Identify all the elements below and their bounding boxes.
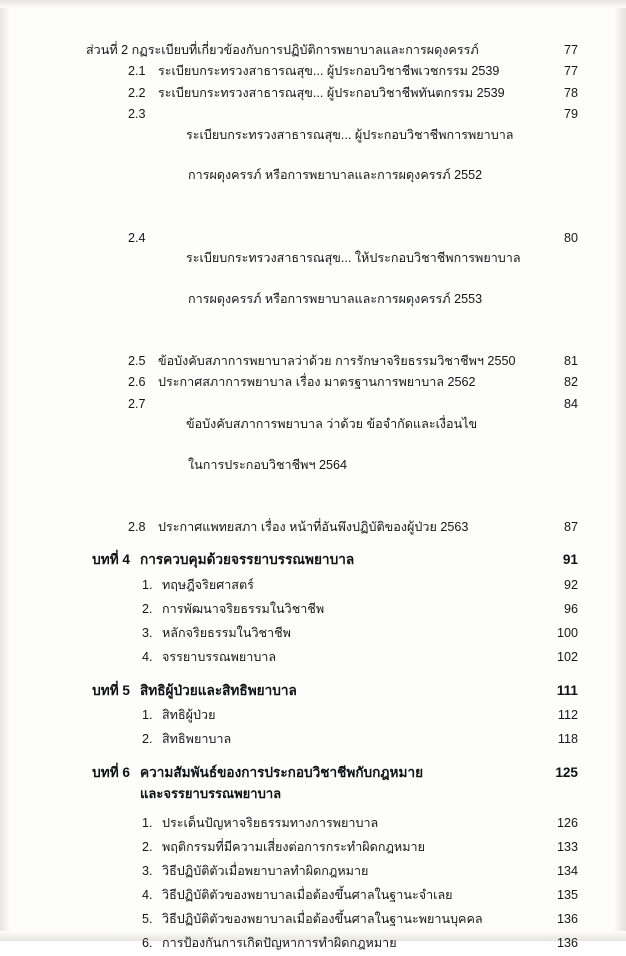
toc-item-text: ประเด็นปัญหาจริยธรรมทางการพยาบาล: [162, 816, 379, 831]
toc-item-page: 100: [556, 625, 578, 640]
toc-item-number: 2.: [142, 732, 153, 747]
toc-entry-text: [158, 394, 544, 516]
toc-chapter-item: [58, 932, 578, 954]
toc-item-page: 92: [563, 577, 578, 592]
toc-entry-line1: ระเบียบกระทรวงสาธารณสุข... ให้ประกอบวิชาชีพการพยาบาล: [186, 250, 521, 265]
page-edge-right: [614, 0, 626, 941]
toc-chapter-item: [58, 598, 578, 620]
toc-item-number: 2.: [142, 840, 153, 855]
toc-entry-number: 2.6: [128, 375, 146, 390]
toc-entry: [58, 372, 578, 392]
page-edge-top: [0, 0, 626, 8]
toc-item-number: 1.: [142, 708, 153, 723]
toc-chapter-title-line1: ความสัมพันธ์ของการประกอบวิชาชีพกับกฎหมาย: [140, 765, 424, 781]
toc-entry-page: 80: [563, 230, 578, 245]
toc-item-number: 3.: [142, 625, 153, 640]
toc-item-page: 96: [563, 601, 578, 616]
toc-entry-page: 79: [563, 107, 578, 122]
toc-entry-text: ข้อบังคับสภาการพยาบาลว่าด้วย การรักษาจริยธรรมวิชาชีพฯ 2550: [158, 353, 516, 368]
toc-item-page: 136: [556, 912, 578, 927]
toc-item-page: 134: [556, 864, 578, 879]
toc-item-number: 1.: [142, 816, 153, 831]
toc-item-text: การพัฒนาจริยธรรมในวิชาชีพ: [162, 601, 325, 616]
toc-entry-page: 84: [563, 396, 578, 411]
toc-chapter-item: [58, 908, 578, 930]
toc-item-number: 6.: [142, 936, 153, 951]
toc-chapter-label: บทที่ 6: [92, 765, 130, 781]
toc-chapter-title-line2: และจรรยาบรรณพยาบาล: [140, 785, 282, 801]
toc-item-page: 133: [556, 840, 578, 855]
toc-chapter-item: [58, 622, 578, 644]
toc-item-number: 3.: [142, 864, 153, 879]
toc-item-text: วิธีปฏิบัติตัวของพยาบาลเมื่อต้องขึ้นศาลในฐานะจำเลย: [162, 888, 453, 903]
toc-item-page: 102: [556, 649, 578, 664]
toc-chapter-item: [58, 860, 578, 882]
toc-part-heading: [58, 40, 578, 60]
toc-item-page: 135: [556, 888, 578, 903]
toc-part-heading-text: [86, 40, 544, 60]
toc-entry-page: 87: [563, 519, 578, 534]
toc-item-number: 1.: [142, 577, 153, 592]
toc-entry-line2: การผดุงครรภ์ หรือการพยาบาลและการผดุงครรภ์ 2553: [188, 291, 483, 306]
toc-entry-text: ระเบียบกระทรวงสาธารณสุข... ผู้ประกอบวิชาชีพทันตกรรม 2539: [158, 85, 505, 100]
toc-entry-number: 2.7: [128, 396, 146, 411]
toc-entry-page: 82: [563, 375, 578, 390]
toc-chapter-page: 111: [556, 682, 578, 698]
toc-item-page: 112: [557, 708, 578, 723]
toc-item-text: ทฤษฎีจริยศาสตร์: [162, 577, 254, 592]
toc-chapter-heading: [58, 763, 578, 803]
toc-chapter-item: [58, 836, 578, 858]
toc-chapter-page: 125: [555, 765, 578, 781]
toc-chapter-item: [58, 812, 578, 834]
toc-part-page: 77: [563, 43, 578, 57]
toc-entry-text: [158, 228, 544, 350]
toc-entry: [58, 61, 578, 81]
toc-chapter-item: [58, 646, 578, 668]
toc-item-text: สิทธิผู้ป่วย: [162, 708, 216, 723]
toc-item-page: 136: [556, 936, 578, 951]
toc-item-text: หลักจริยธรรมในวิชาชีพ: [162, 625, 291, 640]
toc-chapter-label: บทที่ 5: [92, 682, 130, 698]
toc-chapter-title: การควบคุมด้วยจรรยาบรรณพยาบาล: [140, 552, 355, 568]
toc-chapter-heading: [58, 681, 578, 701]
toc-entry-number: 2.2: [128, 85, 146, 100]
toc-entry-number: 2.5: [128, 353, 146, 368]
toc-content: [58, 40, 578, 956]
toc-chapter-item: [58, 704, 578, 726]
toc-item-text: สิทธิพยาบาล: [162, 732, 232, 747]
toc-entry-text: ระเบียบกระทรวงสาธารณสุข... ผู้ประกอบวิชาชีพเวชกรรม 2539: [158, 64, 500, 79]
toc-entry-line1: ระเบียบกระทรวงสาธารณสุข... ผู้ประกอบวิชาชีพการพยาบาล: [186, 127, 514, 142]
toc-item-page: 126: [556, 816, 578, 831]
toc-entry: [58, 228, 578, 350]
toc-entry-text: [158, 104, 544, 226]
toc-entry-line1: ข้อบังคับสภาการพยาบาล ว่าด้วย ข้อจำกัดและเงื่อนไข: [186, 417, 478, 432]
toc-chapter-title: [140, 763, 544, 803]
toc-entry: [58, 517, 578, 537]
toc-part-title: กฏระเบียบที่เกี่ยวข้องกับการปฏิบัติการพยาบาลและการผดุงครรภ์: [131, 43, 479, 57]
toc-part-label: ส่วนที่ 2: [86, 43, 129, 57]
toc-item-text: วิธีปฏิบัติตัวเมื่อพยาบาลทำผิดกฎหมาย: [162, 864, 369, 879]
toc-item-text: พฤติกรรมที่มีความเสี่ยงต่อการกระทำผิดกฎหมาย: [162, 840, 425, 855]
toc-chapter-page: 91: [562, 552, 578, 568]
toc-item-number: 5.: [142, 912, 153, 927]
toc-chapter-label: บทที่ 4: [92, 552, 130, 568]
toc-item-number: 4.: [142, 888, 153, 903]
toc-entry: [58, 104, 578, 226]
toc-item-number: 2.: [142, 601, 153, 616]
toc-entry-text: ประกาศแพทยสภา เรื่อง หน้าที่อันพึงปฏิบัติของผู้ป่วย 2563: [158, 519, 469, 534]
toc-item-number: 4.: [142, 649, 153, 664]
toc-entry-number: 2.4: [128, 230, 146, 245]
toc-entry-line2: ในการประกอบวิชาชีพฯ 2564: [188, 457, 348, 472]
toc-entry-number: 2.1: [128, 64, 146, 79]
page-edge-left: [0, 0, 10, 941]
toc-entry-number: 2.3: [128, 107, 146, 122]
toc-chapter-item: [58, 574, 578, 596]
toc-entry-page: 77: [563, 64, 578, 79]
toc-entry: [58, 394, 578, 516]
toc-entry-number: 2.8: [128, 519, 146, 534]
toc-item-page: 118: [557, 732, 578, 747]
toc-item-text: การป้องกันการเกิดปัญหาการทำผิดกฎหมาย: [162, 936, 397, 951]
toc-entry-page: 78: [563, 85, 578, 100]
toc-entry: [58, 83, 578, 103]
toc-entry-text: ประกาศสภาการพยาบาล เรื่อง มาตรฐานการพยาบาล 2562: [158, 375, 476, 390]
toc-item-text: จรรยาบรรณพยาบาล: [162, 649, 277, 664]
toc-chapter-title: สิทธิผู้ป่วยและสิทธิพยาบาล: [140, 682, 297, 698]
toc-chapter-item: [58, 728, 578, 750]
toc-chapter-item: [58, 884, 578, 906]
toc-item-text: วิธีปฏิบัติตัวของพยาบาลเมื่อต้องขึ้นศาลในฐานะพยานบุคคล: [162, 912, 483, 927]
toc-entry: [58, 351, 578, 371]
toc-entry-page: 81: [563, 353, 578, 368]
toc-entry-line2: การผดุงครรภ์ หรือการพยาบาลและการผดุงครรภ์ 2552: [188, 168, 483, 183]
toc-chapter-heading: [58, 550, 578, 570]
